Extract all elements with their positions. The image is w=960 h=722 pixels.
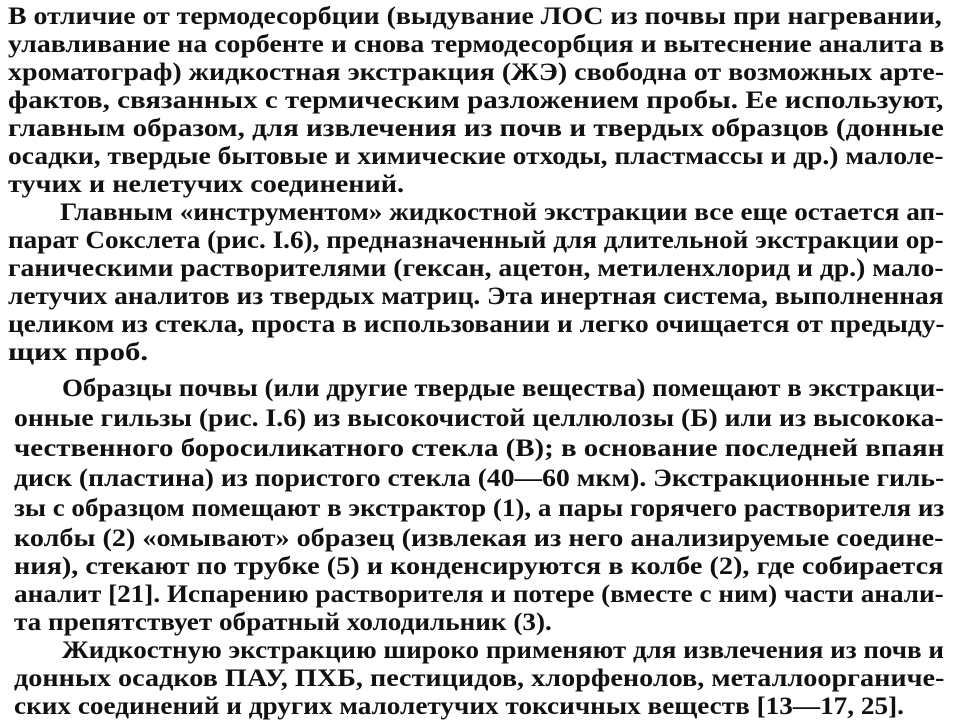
text-line: главным образом, для извлечения из почв и твердых образцов (донные — [8, 113, 944, 142]
text-line: донных осадков ПАУ, ПХБ, пестицидов, хлорфенолов, металлоорганиче- — [14, 663, 945, 692]
text-line: онные гильзы (рис. I.6) из высокочистой целлюлозы (Б) или из высокока- — [14, 403, 944, 432]
text-line: диск (пластина) из пористого стекла (40—60 мкм). Экстракционные гиль- — [14, 463, 945, 492]
text-line: целиком из стекла, проста в использовании и легко очищается от предыду- — [8, 309, 945, 338]
text-line: тучих и нелетучих соединений. — [8, 169, 405, 198]
text-line: ния), стекают по трубке (5) и конденсируются в колбе (2), где собирается — [14, 551, 944, 580]
text-line: Жидкостную экстракцию широко применяют для извлечения из почв и — [62, 635, 944, 664]
text-line: та препятствует обратный холодильник (3). — [14, 607, 552, 636]
text-line: улавливание на сорбенте и снова термодесорбция и вытеснение аналита в — [8, 29, 945, 58]
text-line: летучих аналитов из твердых матриц. Эта инертная система, выполненная — [8, 281, 944, 310]
text-line: парат Сокслета (рис. I.6), предназначенный для длительной экстракции ор- — [8, 225, 944, 254]
text-line: В отличие от термодесорбции (выдувание ЛОС из почвы при нагревании, — [8, 1, 942, 30]
text-line: фактов, связанных с термическим разложением пробы. Ее используют, — [8, 85, 944, 114]
text-line: чественного боросиликатного стекла (В); в основание последней впаян — [14, 433, 945, 462]
text-line: колбы (2) «омывают» образец (извлекая из него анализируемые соедине- — [14, 523, 944, 552]
text-line: осадки, твердые бытовые и химические отходы, пластмассы и др.) малоле- — [8, 141, 944, 170]
text-line: Главным «инструментом» жидкостной экстракции все еще остается ап- — [60, 197, 945, 226]
text-line: зы с образцом помещают в экстрактор (1), а пары горячего растворителя из — [14, 493, 945, 522]
text-line: аналит [21]. Испарению растворителя и потере (вместе с ним) части анали- — [14, 579, 944, 608]
text-line: Образцы почвы (или другие твердые вещества) помещают в экстракци- — [62, 373, 945, 402]
text-line: щих проб. — [8, 337, 149, 366]
text-line: ганическими растворителями (гексан, ацетон, метиленхлорид и др.) мало- — [8, 253, 944, 282]
text-line: хроматограф) жидкостная экстракция (ЖЭ) свободна от возможных арте- — [8, 57, 945, 86]
text-line: ских соединений и других малолетучих токсичных веществ [13—17, 25]. — [14, 691, 904, 720]
